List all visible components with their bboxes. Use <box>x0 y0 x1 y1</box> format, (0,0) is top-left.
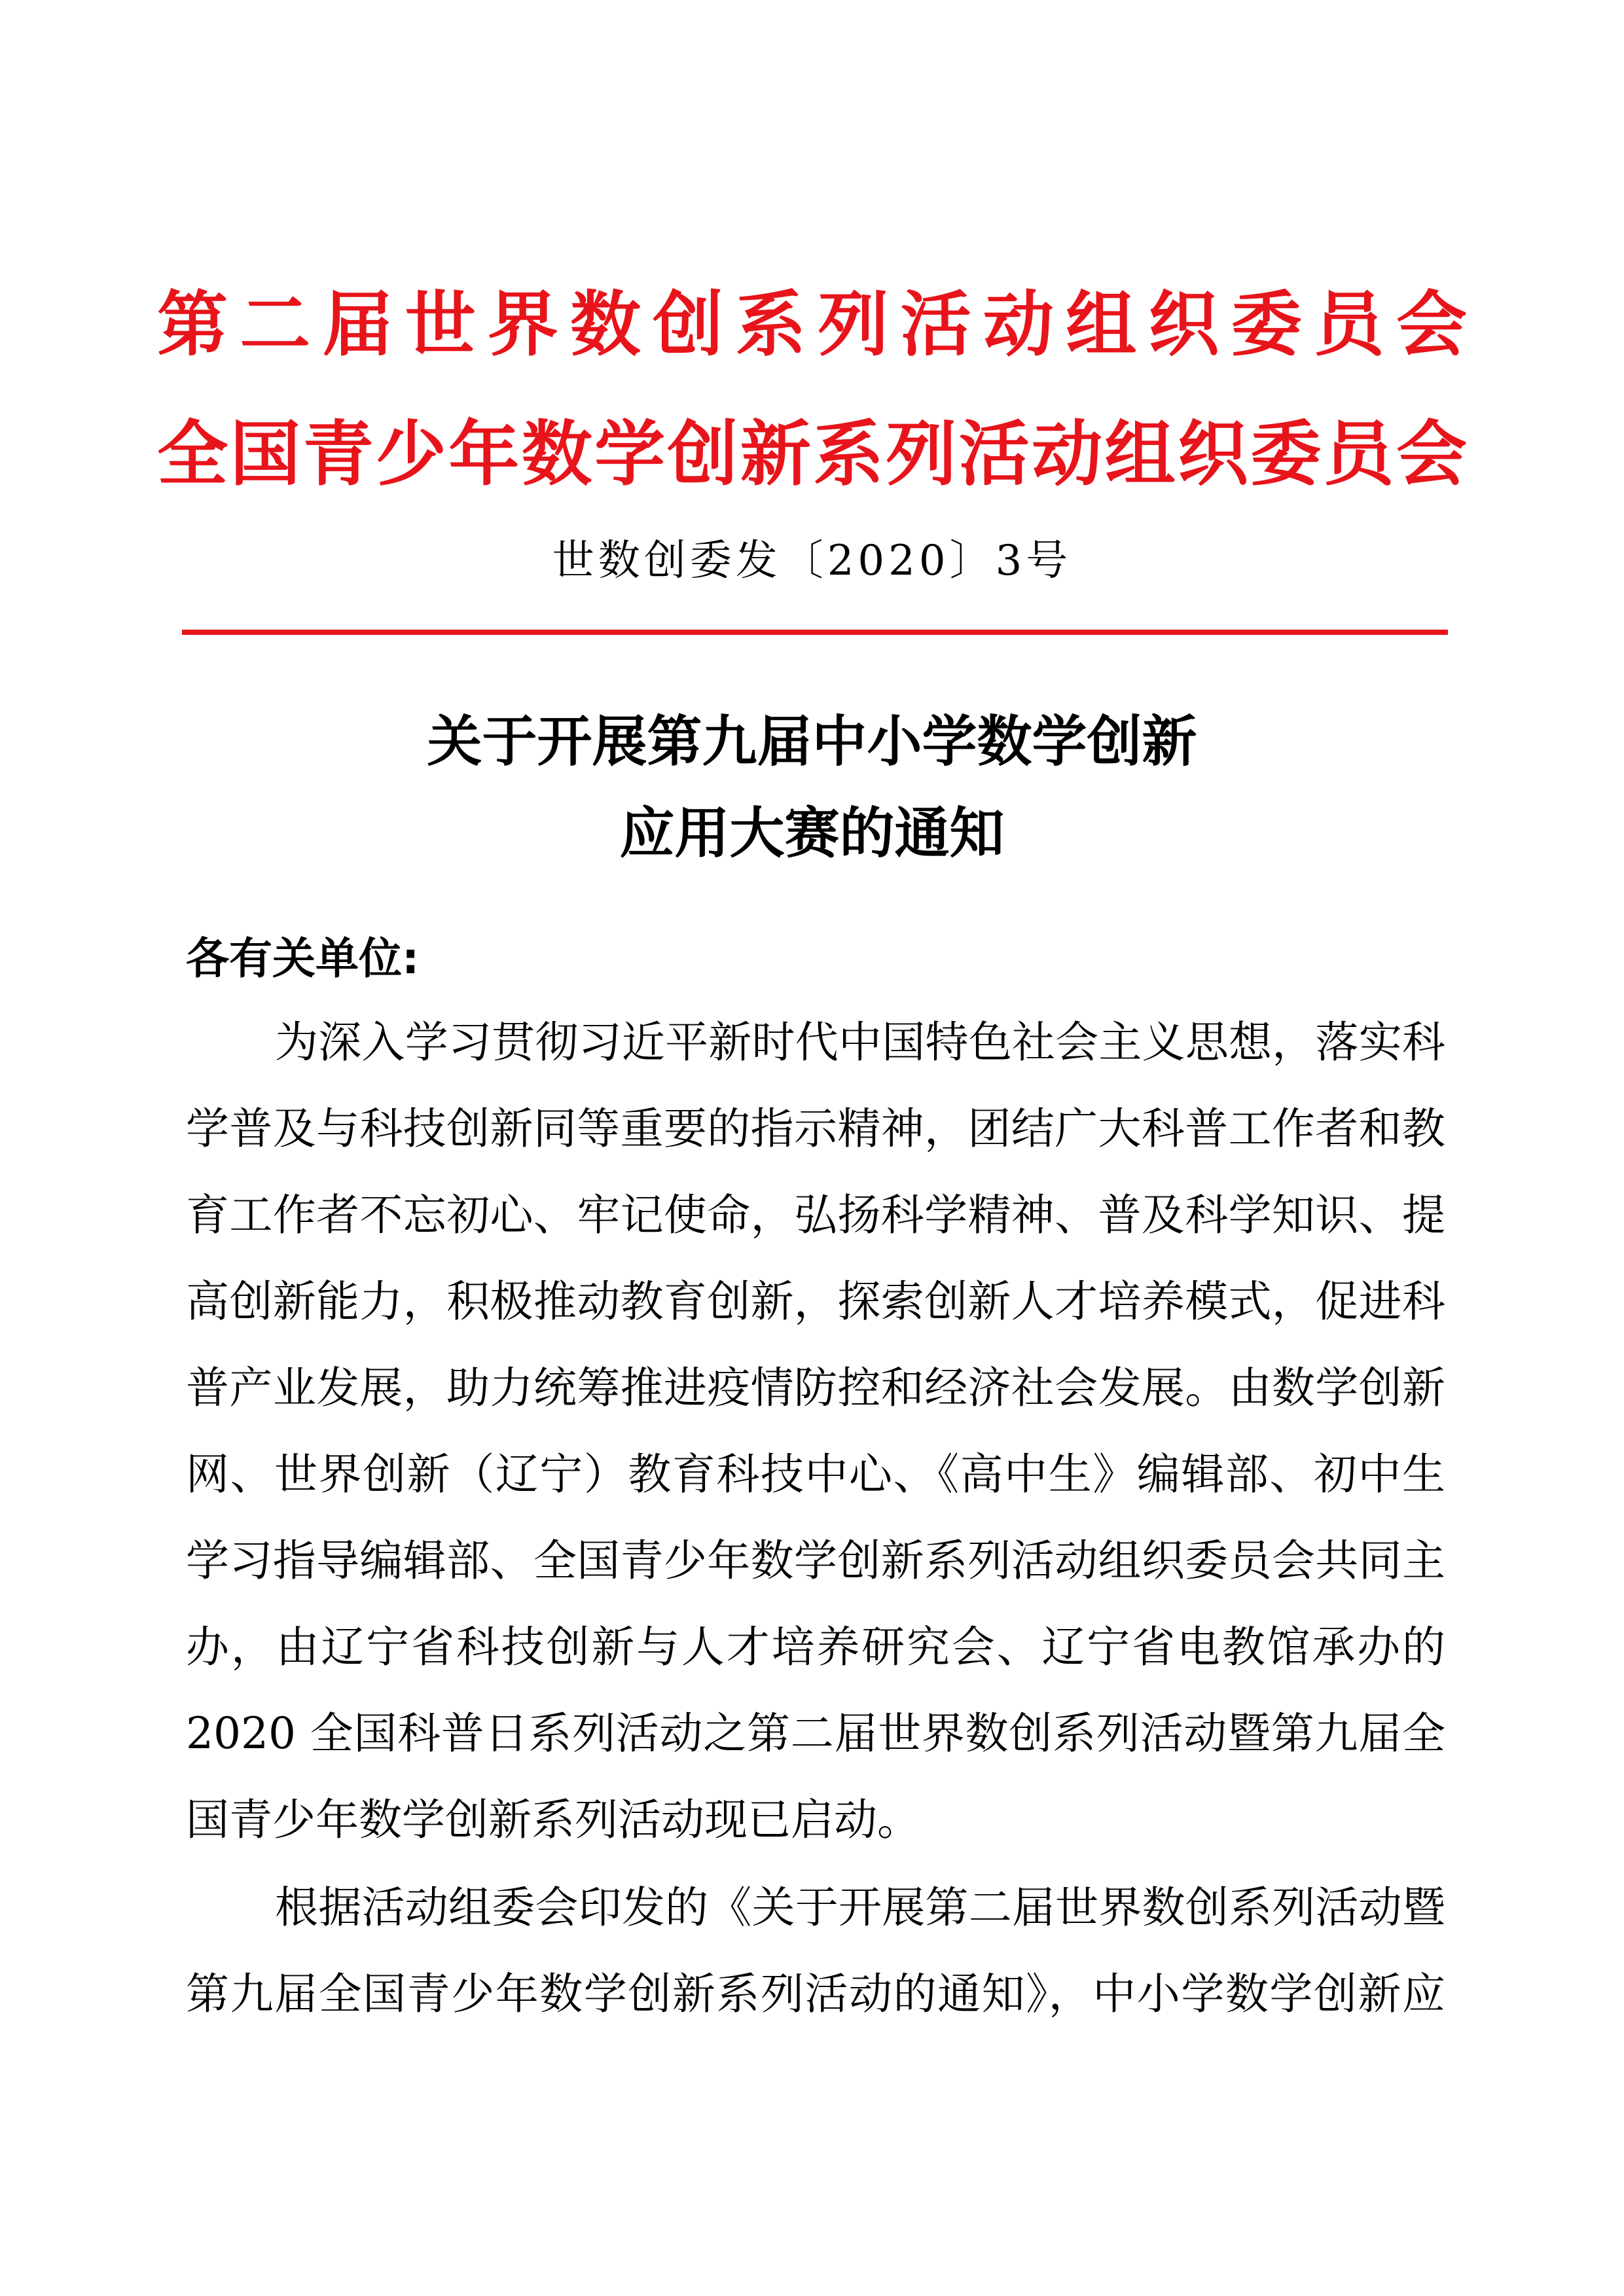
paragraph-1-line: 为深入学习贯彻习近平新时代中国特色社会主义思想，落实科 <box>275 1017 1445 1067</box>
document-number: 世数创委发〔2020〕3号 <box>552 537 1072 585</box>
paragraph-1-line: 2020 全国科普日系列活动之第二届世界数创系列活动暨第九届全 <box>186 1708 1445 1759</box>
paragraph-1-line: 学习指导编辑部、全国青少年数学创新系列活动组织委员会共同主 <box>186 1535 1445 1586</box>
paragraph-1-line: 国青少年数学创新系列活动现已启动。 <box>186 1795 920 1845</box>
notice-title-line-1: 关于开展第九届中小学数学创新 <box>427 709 1197 774</box>
notice-title-line-2: 应用大赛的通知 <box>619 801 1005 865</box>
issuer-title-line-1: 第二届世界数创系列活动组织委员会 <box>157 284 1467 366</box>
issuer-title-line-2: 全国青少年数学创新系列活动组织委员会 <box>157 414 1467 495</box>
paragraph-1-line: 普产业发展，助力统筹推进疫情防控和经济社会发展。由数学创新 <box>186 1363 1445 1413</box>
paragraph-1-line: 网、世界创新（辽宁）教育科技中心、《高中生》编辑部、初中生 <box>186 1449 1445 1499</box>
red-divider-rule <box>182 630 1448 635</box>
paragraph-1-line: 高创新能力，积极推动教育创新，探索创新人才培养模式，促进科 <box>186 1276 1445 1327</box>
paragraph-2-line: 第九届全国青少年数学创新系列活动的通知》，中小学数学创新应 <box>186 1969 1445 2019</box>
paragraph-2-line: 根据活动组委会印发的《关于开展第二届世界数创系列活动暨 <box>275 1882 1445 1933</box>
salutation: 各有关单位: <box>186 933 420 984</box>
paragraph-1-line: 育工作者不忘初心、牢记使命，弘扬科学精神、普及科学知识、提 <box>186 1190 1445 1240</box>
paragraph-1-line: 学普及与科技创新同等重要的指示精神，团结广大科普工作者和教 <box>186 1103 1445 1154</box>
paragraph-1-line: 办，由辽宁省科技创新与人才培养研究会、辽宁省电教馆承办的 <box>186 1622 1445 1672</box>
